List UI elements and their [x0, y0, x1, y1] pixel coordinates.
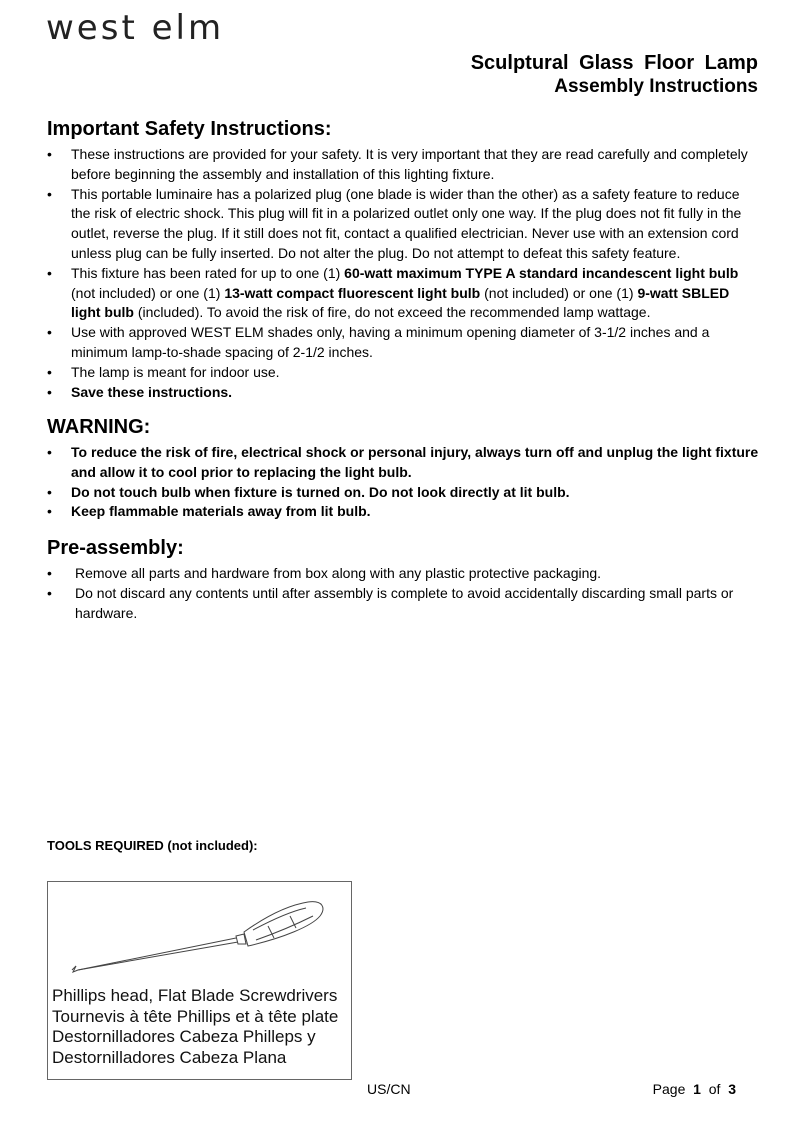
warning-list [47, 443, 762, 522]
item-text: (not included) or one (1) [71, 284, 225, 301]
warning-item [47, 443, 762, 483]
bullet-icon: • [47, 363, 52, 380]
item-text: These instructions are provided for your safety. It is very important that they are read carefully and completely before beginning the assembly and installation of this lighting fixture. [71, 146, 748, 182]
bullet-icon: • [47, 584, 52, 601]
of-word: of [708, 1081, 721, 1097]
bullet-icon: • [47, 324, 52, 341]
page-number [653, 1081, 736, 1097]
warning-heading: WARNING: [47, 416, 151, 438]
tools-required-label: TOOLS REQUIRED (not included): [47, 838, 258, 853]
preassembly-list [47, 564, 762, 623]
item-text: 13-watt compact fluorescent light bulb [224, 284, 481, 301]
item-text: Do not discard any contents until after assembly is complete to avoid accidentally discarding small parts or hardware. [75, 584, 734, 621]
document-title: Sculptural Glass Floor Lamp [470, 52, 758, 74]
item-text: To reduce the risk of fire, electrical shock or personal injury, always turn off and unplug the light fixture and allow it to cool prior to replacing the light bulb. [71, 444, 759, 480]
safety-item [47, 363, 762, 383]
item-text: (not included) or one (1) [480, 284, 638, 301]
tools-box [47, 881, 352, 1080]
warning-section [47, 416, 762, 522]
item-text: Do not touch bulb when fixture is turned on. Do not look directly at lit bulb. [71, 483, 570, 500]
tools-caption-line: Destornilladores Cabeza Plana [52, 1047, 287, 1067]
page-current: 1 [693, 1081, 701, 1097]
brand-logo: west elm [46, 8, 225, 48]
bullet-icon: • [47, 185, 52, 202]
preassembly-section [47, 537, 762, 623]
tools-caption [52, 986, 338, 1068]
footer-region: US/CN [367, 1081, 411, 1097]
bullet-icon: • [47, 146, 52, 162]
item-text: This portable luminaire has a polarized plug (one blade is wider than the other) as a safety feature to reduce the risk of electric shock. This plug will fit in a polarized outlet only one way. If the plug does not fit fully in the outlet, reverse the plug. If it still does not fit, contact a qualified electrician. Never use with an extension cord unless plug can be fully inserted. Do not alter the plug. Do not attempt to defeat this safety feature. [71, 185, 742, 261]
safety-section [47, 118, 762, 402]
bullet-icon: • [47, 503, 52, 520]
page-total: 3 [728, 1081, 736, 1097]
bullet-icon: • [47, 565, 52, 581]
preassembly-heading: Pre-assembly: [47, 537, 184, 559]
tools-caption-line: Tournevis à tête Phillips et à tête plate [52, 1006, 339, 1026]
bullet-icon: • [47, 444, 52, 460]
item-text: (included). To avoid the risk of fire, do not exceed the recommended lamp wattage. [133, 304, 651, 321]
page-word: Page [652, 1081, 686, 1097]
bullet-icon: • [47, 483, 52, 500]
safety-item [47, 145, 762, 185]
bullet-icon: • [47, 264, 52, 281]
item-text: The lamp is meant for indoor use. [71, 363, 280, 380]
safety-heading: Important Safety Instructions: [47, 118, 332, 140]
item-text: Remove all parts and hardware from box along with any plastic protective packaging. [75, 565, 602, 581]
item-text: Keep flammable materials away from lit bulb. [71, 503, 371, 520]
tools-caption-line: Destornilladores Cabeza Philleps y [52, 1027, 316, 1046]
safety-item [47, 323, 762, 363]
item-text: 9-watt SBLED light bulb [71, 284, 730, 321]
tools-caption-line: Phillips head, Flat Blade Screwdrivers [52, 986, 338, 1005]
item-text: 60-watt maximum TYPE A standard incandescent light bulb [344, 264, 739, 281]
safety-list [47, 145, 762, 402]
warning-item [47, 502, 762, 522]
warning-item [47, 483, 762, 503]
preassembly-item [47, 584, 762, 624]
safety-item [47, 185, 762, 264]
item-text: This fixture has been rated for up to one (1) [71, 264, 345, 281]
item-text: Save these instructions. [71, 383, 233, 400]
safety-item [47, 383, 762, 403]
bullet-icon: • [47, 383, 52, 400]
item-text: Use with approved WEST ELM shades only, having a minimum opening diameter of 3-1/2 inches and a minimum lamp-to-shade spacing of 2-1/2 inches. [71, 324, 710, 360]
safety-item [47, 264, 762, 323]
screwdriver-icon [68, 896, 333, 976]
preassembly-item [47, 564, 762, 584]
document-subtitle: Assembly Instructions [554, 76, 758, 97]
